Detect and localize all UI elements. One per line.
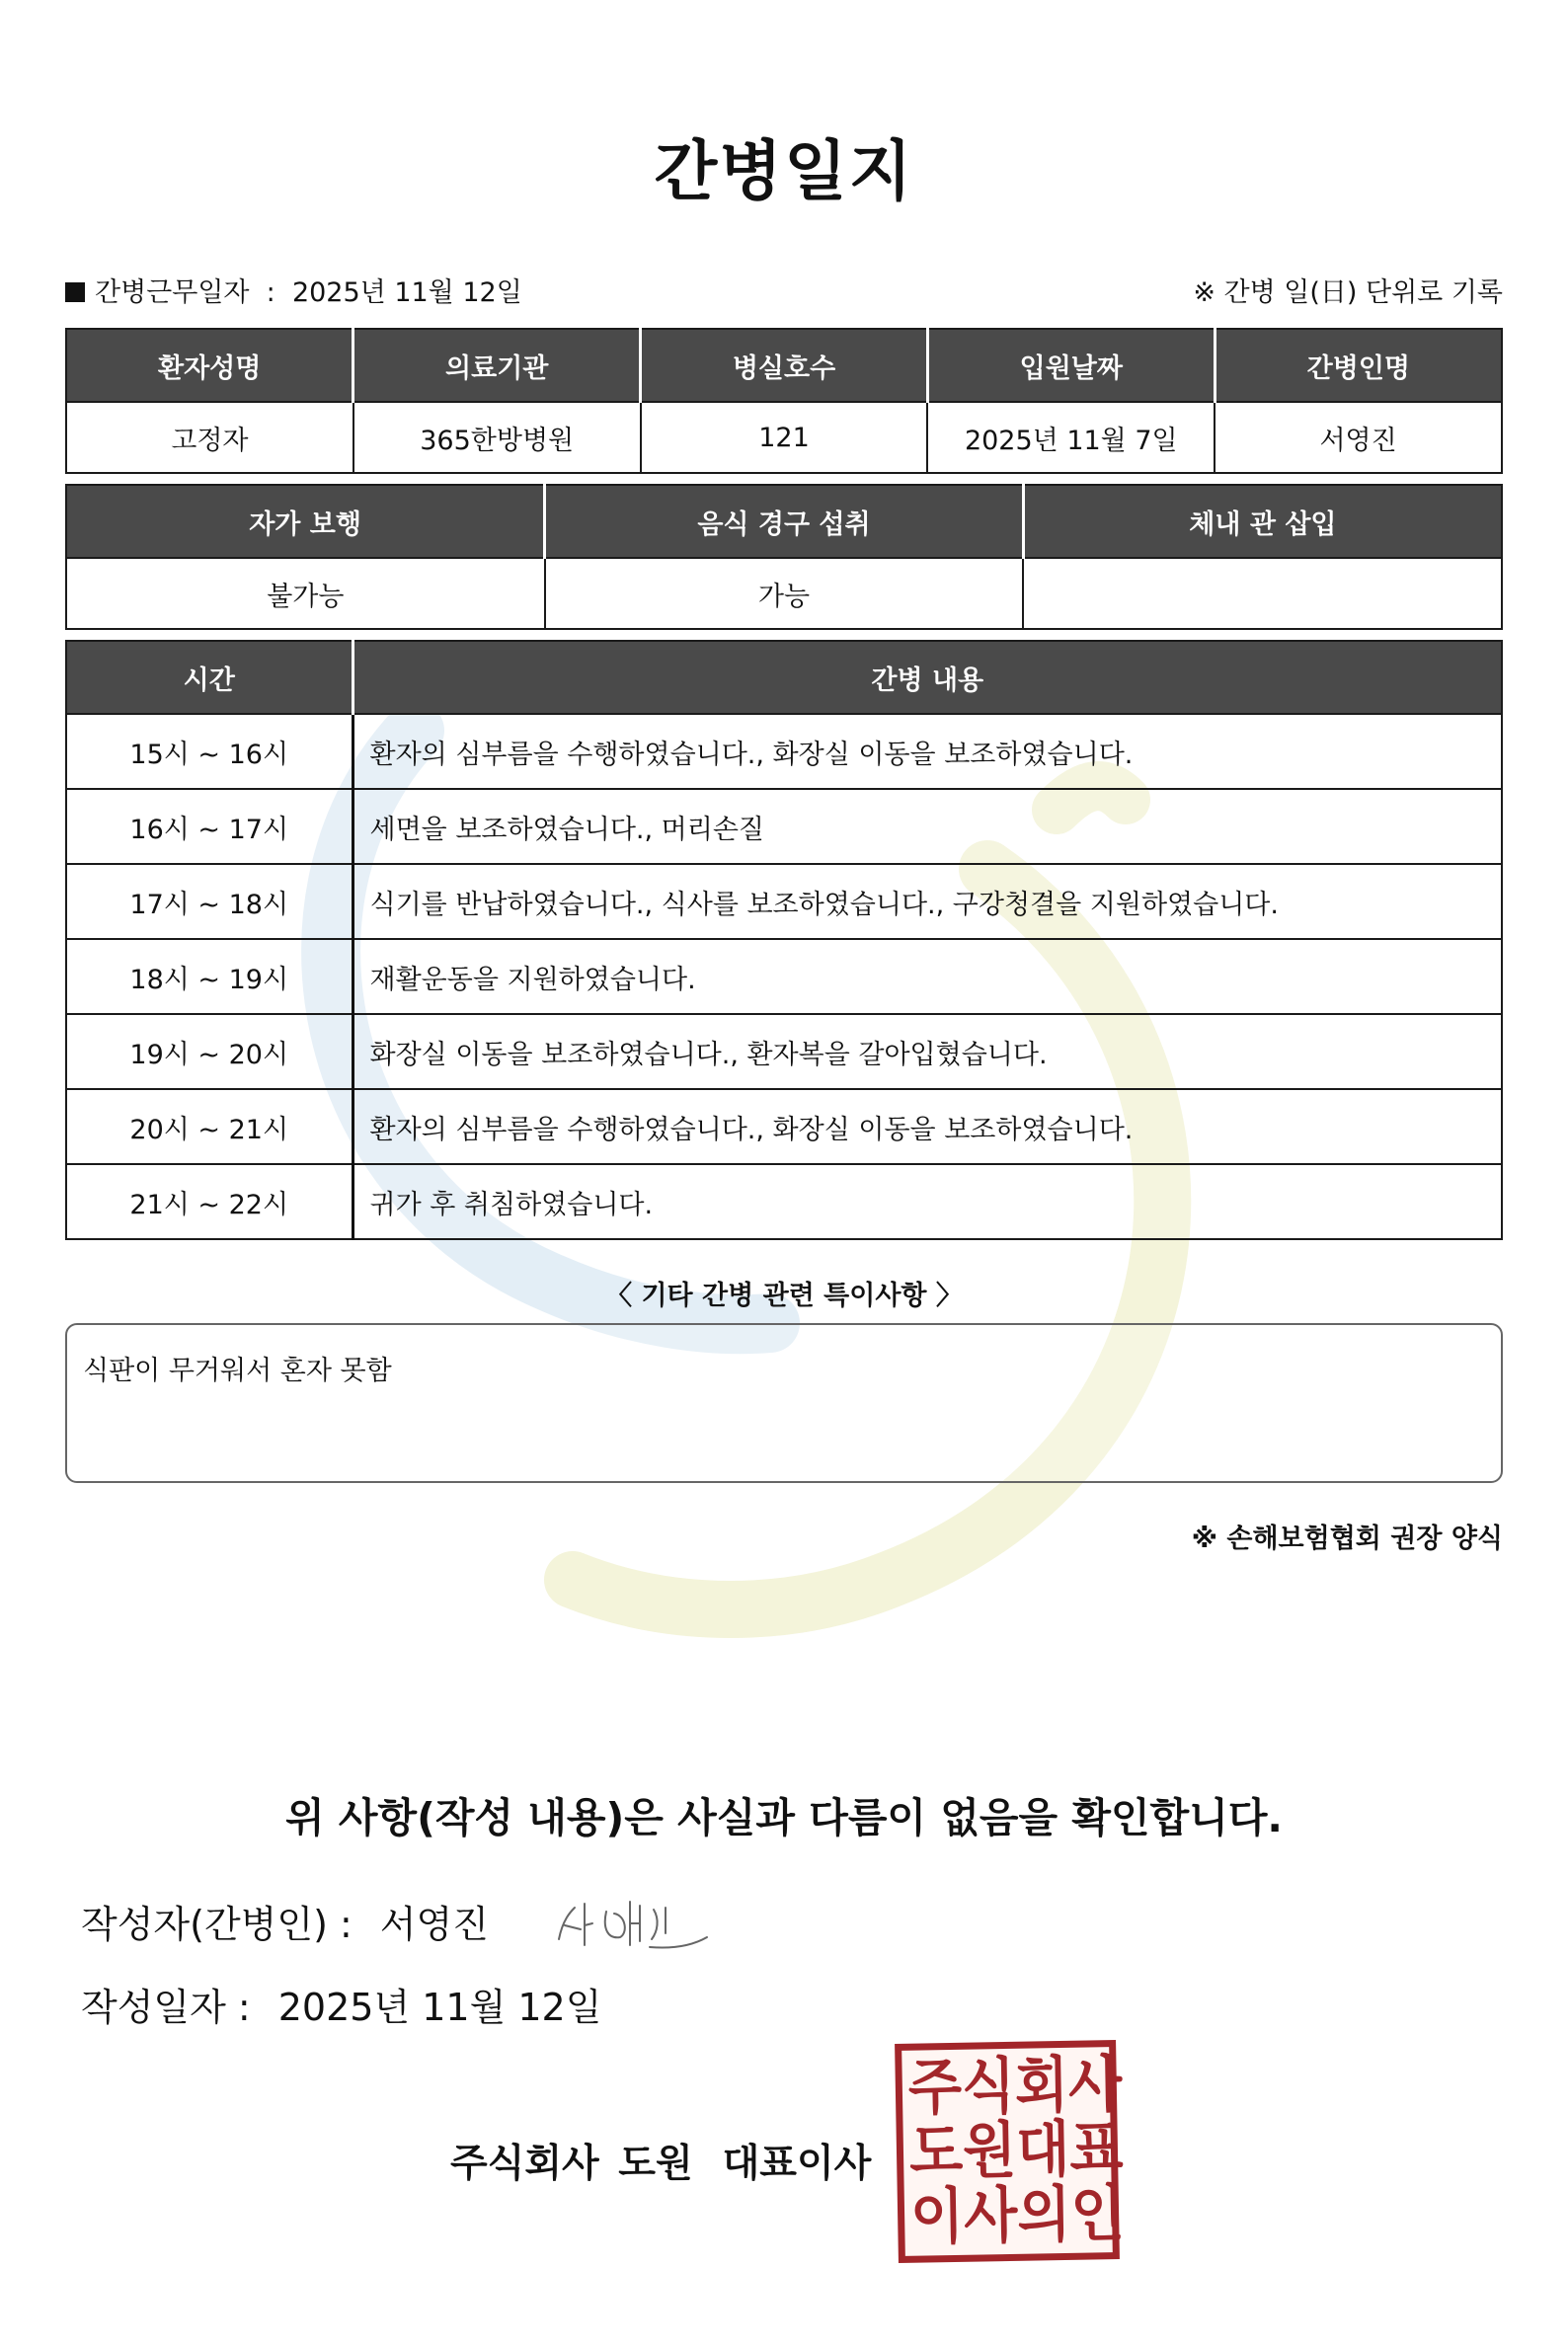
log-time: 19시 ~ 20시: [66, 1014, 353, 1089]
seal-char: 이: [909, 2180, 965, 2253]
writer-label: 작성자(간병인) :: [81, 1903, 353, 1946]
caregiver-name: 서영진: [1215, 402, 1502, 473]
black-square-bullet-icon: [65, 282, 85, 302]
log-content: 화장실 이동을 보조하였습니다., 환자복을 갈아입혔습니다.: [353, 1014, 1502, 1089]
room-number: 121: [641, 402, 928, 473]
notes-title: 〈 기타 간병 관련 특이사항 〉: [605, 1281, 963, 1311]
table-row: [66, 1014, 1502, 1089]
log-time: 16시 ~ 17시: [66, 789, 353, 864]
patient-status-table: [65, 484, 1503, 630]
log-time: 18시 ~ 19시: [66, 939, 353, 1014]
log-content: 세면을 보조하였습니다., 머리손질: [353, 789, 1502, 864]
log-content: 환자의 심부름을 수행하였습니다., 화장실 이동을 보조하였습니다.: [353, 714, 1502, 789]
patient-name: 고정자: [66, 402, 353, 473]
writer-name: 서영진: [379, 1903, 489, 1946]
notes-text: 식판이 무거워서 혼자 못함: [83, 1356, 392, 1386]
seal-char: 사: [963, 2179, 1018, 2252]
writer-line: [81, 1894, 489, 1948]
notes-box: [65, 1323, 1503, 1483]
seal-char: 의: [1016, 2178, 1072, 2251]
seal-char: 주: [907, 2052, 963, 2124]
seal-char: 표: [1068, 2113, 1125, 2186]
handwritten-signature: [545, 1890, 713, 1959]
seal-char: 사: [1067, 2049, 1123, 2121]
header-oral-intake: 음식 경구 섭취: [545, 485, 1024, 558]
tube-insertion-value: [1023, 558, 1502, 629]
header-time: 시간: [66, 641, 353, 714]
header-care-content: 간병 내용: [353, 641, 1502, 714]
care-log-table: [65, 640, 1503, 1240]
seal-char: 대: [1015, 2114, 1070, 2187]
unit-note: ※ 간병 일(日) 단위로 기록: [1193, 277, 1503, 308]
form-source-note: ※ 손해보험협회 권장 양식: [1191, 1524, 1503, 1554]
header-self-walking: 자가 보행: [66, 485, 545, 558]
admission-date: 2025년 11월 7일: [927, 402, 1215, 473]
table-row: [66, 1164, 1502, 1239]
table-row: [66, 789, 1502, 864]
table-row: [66, 1089, 1502, 1164]
confirmation-statement: 위 사항(작성 내용)은 사실과 다름이 없음을 확인합니다.: [284, 1794, 1284, 1841]
self-walking-value: 불가능: [66, 558, 545, 629]
log-content: 환자의 심부름을 수행하였습니다., 화장실 이동을 보조하였습니다.: [353, 1089, 1502, 1164]
seal-char: 식: [961, 2051, 1016, 2123]
work-date-label: 간병근무일자: [95, 277, 250, 308]
seal-char: 회: [1014, 2050, 1069, 2122]
written-date-label: 작성일자 :: [81, 1986, 251, 2029]
log-time: 15시 ~ 16시: [66, 714, 353, 789]
written-date-line: [81, 1977, 601, 2031]
document-title: 간병일지: [654, 133, 914, 209]
table-row: [66, 864, 1502, 939]
company-seal: [895, 2040, 1126, 2263]
table-row: [66, 939, 1502, 1014]
log-content: 귀가 후 취침하였습니다.: [353, 1164, 1502, 1239]
log-time: 17시 ~ 18시: [66, 864, 353, 939]
written-date-value: 2025년 11월 12일: [277, 1986, 602, 2029]
oral-intake-value: 가능: [545, 558, 1024, 629]
seal-char: 인: [1069, 2177, 1126, 2250]
work-date-line: 간병근무일자 : 2025년 11월 12일: [65, 271, 522, 309]
header-admission-date: 입원날짜: [927, 329, 1215, 402]
table-row: [66, 714, 1502, 789]
hospital-name: 365한방병원: [353, 402, 641, 473]
header-patient-name: 환자성명: [66, 329, 353, 402]
seal-char: 원: [962, 2115, 1017, 2187]
log-time: 21시 ~ 22시: [66, 1164, 353, 1239]
header-caregiver-name: 간병인명: [1215, 329, 1502, 402]
company-line: [450, 2133, 871, 2188]
company-role: 대표이사: [722, 2142, 872, 2186]
header-tube-insertion: 체내 관 삽입: [1023, 485, 1502, 558]
header-room: 병실호수: [641, 329, 928, 402]
log-content: 식기를 반납하였습니다., 식사를 보조하였습니다., 구강청결을 지원하였습니다.: [353, 864, 1502, 939]
header-hospital: 의료기관: [353, 329, 641, 402]
log-content: 재활운동을 지원하였습니다.: [353, 939, 1502, 1014]
seal-char: 도: [908, 2116, 964, 2188]
work-date-value: 2025년 11월 12일: [291, 277, 522, 308]
patient-info-table: [65, 328, 1503, 474]
log-time: 20시 ~ 21시: [66, 1089, 353, 1164]
company-name: 주식회사 도원: [450, 2142, 693, 2186]
